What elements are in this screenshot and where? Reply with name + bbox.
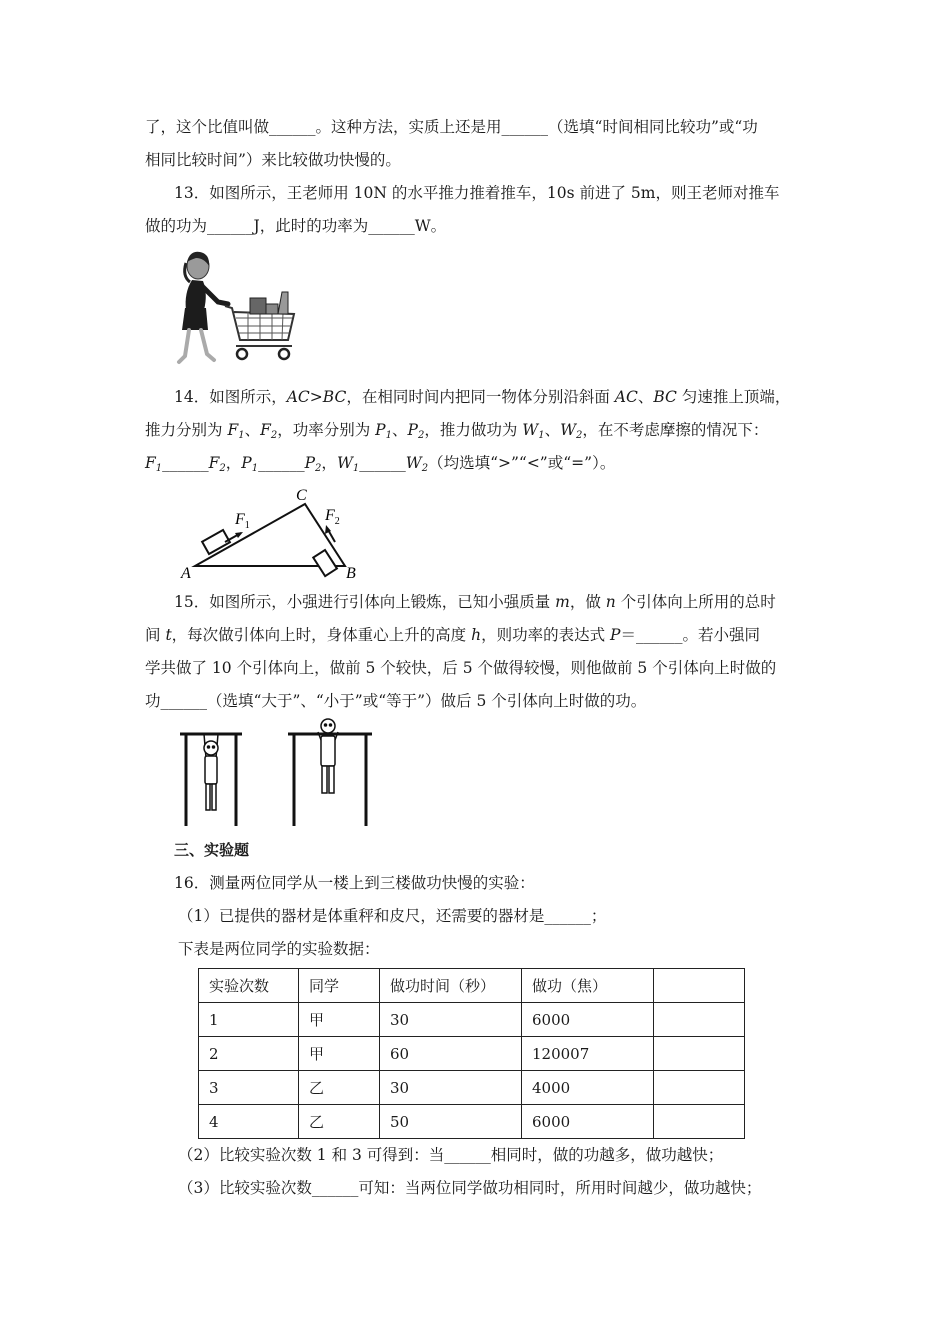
label-b: B xyxy=(346,565,356,580)
pull-up-figure xyxy=(176,718,376,828)
incline-figure xyxy=(175,484,365,580)
table-cell: 60 xyxy=(380,1037,522,1071)
table-row xyxy=(199,1003,745,1037)
answer-blank[interactable]: ______ xyxy=(635,626,683,644)
q15-line1: 15．如图所示，小强进行引体向上锻炼，已知小强质量 m，做 n 个引体向上所用的总时 xyxy=(174,593,776,611)
q16-line5: （3）比较实验次数______可知：当两位同学做功相同时，所用时间越少，做功越快； xyxy=(178,1179,762,1197)
table-header: 做功（焦） xyxy=(522,969,654,1003)
experiment-data-table xyxy=(198,968,745,1139)
label-c: C xyxy=(296,487,307,504)
table-cell: 3 xyxy=(199,1071,299,1105)
table-cell: 4 xyxy=(199,1105,299,1139)
q16-line1: 16．测量两位同学从一楼上到三楼做功快慢的实验： xyxy=(174,874,535,892)
table-row xyxy=(199,1071,745,1105)
answer-blank[interactable]: ______ xyxy=(160,692,208,710)
q16-line4: （2）比较实验次数 1 和 3 可得到：当______相同时，做的功越多，做功越快； xyxy=(178,1146,724,1164)
answer-blank[interactable]: ______ xyxy=(258,454,305,472)
table-row xyxy=(199,1105,745,1139)
table-cell: 50 xyxy=(380,1105,522,1139)
q15-line4: 功______（选填“大于”、“小于”或“等于”）做后 5 个引体向上时做的功。 xyxy=(145,692,647,710)
q14-line2: 推力分别为 $F_1$、$F_2$，功率分别为 $P_1$、$P_2$，推力做功为 $W_1$、$W_2$，在不考虑摩擦的情况下： xyxy=(145,421,769,441)
table-cell: 30 xyxy=(380,1071,522,1105)
answer-blank[interactable]: ______ xyxy=(207,217,254,235)
q14-line1: 14．如图所示，AC>BC，在相同时间内把同一物体分别沿斜面 AC、BC 匀速推上顶端， xyxy=(174,388,791,406)
answer-blank[interactable]: ______ xyxy=(544,907,591,925)
table-header xyxy=(654,969,745,1003)
table-cell: 乙 xyxy=(299,1071,380,1105)
q15-line3: 学共做了 10 个引体向上，做前 5 个较快，后 5 个做得较慢，则他做前 5 个引体向上时做的 xyxy=(145,659,777,677)
q16-line3: 下表是两位同学的实验数据： xyxy=(178,940,380,958)
q13-line1: 13．如图所示，王老师用 10N 的水平推力推着推车，10s 前进了 5m，则王老师对推车 xyxy=(174,184,780,202)
table-header: 同学 xyxy=(299,969,380,1003)
label-a: A xyxy=(181,565,191,580)
person-high xyxy=(318,719,338,793)
answer-blank[interactable]: ______ xyxy=(269,118,316,136)
answer-blank[interactable]: ______ xyxy=(162,454,209,472)
block-on-bc xyxy=(313,550,337,576)
table-cell: 120007 xyxy=(522,1037,654,1071)
q12-line1: 了，这个比值叫做______。这种方法，实质上还是用______（选填“时间相同比较功”或“功 xyxy=(145,118,758,136)
table-cell xyxy=(654,1071,745,1105)
section-title: 三、实验题 xyxy=(174,841,250,859)
teacher-pushing-cart-figure xyxy=(170,248,305,370)
table-cell: 1 xyxy=(199,1003,299,1037)
answer-blank[interactable]: ______ xyxy=(359,454,406,472)
label-f2: $F_2$ xyxy=(325,507,340,527)
table-cell: 6000 xyxy=(522,1003,654,1037)
label-f1: $F_1$ xyxy=(235,511,250,531)
table-header-row xyxy=(199,969,745,1003)
answer-blank[interactable]: ______ xyxy=(444,1146,491,1164)
table-cell: 甲 xyxy=(299,1037,380,1071)
person-low xyxy=(204,734,218,810)
table-cell xyxy=(654,1037,745,1071)
table-header: 实验次数 xyxy=(199,969,299,1003)
table-cell: 甲 xyxy=(299,1003,380,1037)
q12-line2: 相同比较时间”）来比较做功快慢的。 xyxy=(145,151,401,169)
table-cell: 2 xyxy=(199,1037,299,1071)
q14-line3: $F_1\_\_\_\_\_\_F_2$，$P_1\_\_\_\_\_\_P_2$，$W_1\_\_\_\_\_\_W_2$（均选填“>”“<”或“=”）。 xyxy=(145,454,616,474)
q13-line2: 做的功为______J，此时的功率为______W。 xyxy=(145,217,447,235)
table-cell xyxy=(654,1105,745,1139)
table-row xyxy=(199,1037,745,1071)
q15-line2: 间 t，每次做引体向上时，身体重心上升的高度 h，则功率的表达式 P＝______。若小强同 xyxy=(145,626,760,644)
table-cell: 6000 xyxy=(522,1105,654,1139)
answer-blank[interactable]: ______ xyxy=(311,1179,359,1197)
answer-blank[interactable]: ______ xyxy=(368,217,415,235)
q16-line2: （1）已提供的器材是体重秤和皮尺，还需要的器材是______； xyxy=(178,907,607,925)
table-cell xyxy=(654,1003,745,1037)
table-cell: 乙 xyxy=(299,1105,380,1139)
answer-blank[interactable]: ______ xyxy=(501,118,549,136)
table-header: 做功时间（秒） xyxy=(380,969,522,1003)
table-cell: 30 xyxy=(380,1003,522,1037)
table-cell: 4000 xyxy=(522,1071,654,1105)
